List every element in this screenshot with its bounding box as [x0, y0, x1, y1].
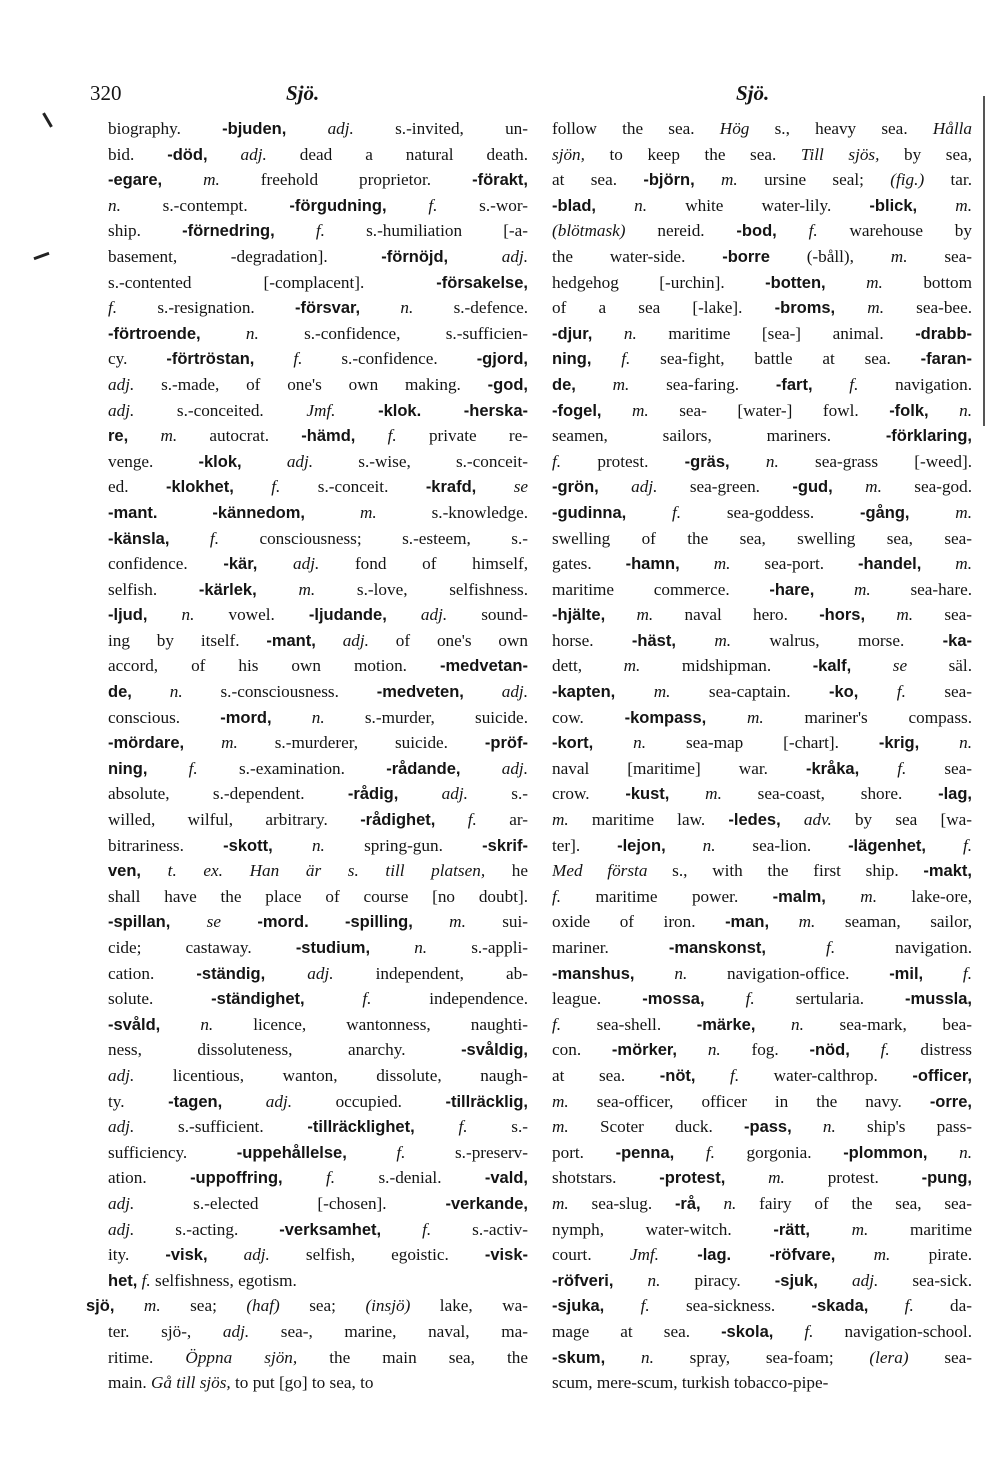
right-column	[552, 116, 972, 1396]
page-edge-rule	[983, 96, 985, 426]
text-line: -svåld, n. licence, wantonness, naughti-	[108, 1014, 528, 1034]
text-line: -grön, adj. sea-green. -gud, m. sea-god.	[552, 477, 972, 497]
text-line: at sea. -björn, m. ursine seal; (fig.) tar.	[552, 170, 972, 190]
text-line: selfish. -kärlek, m. s.-love, selfishness.	[108, 579, 528, 599]
text-line: naval [maritime] war. -kråka, f. sea-	[552, 758, 972, 778]
text-line: con. -mörker, n. fog. -nöd, f. distress	[552, 1040, 972, 1060]
text-line: conscious. -mord, n. s.-murder, suicide.	[108, 707, 528, 727]
text-line: ed. -klokhet, f. s.-conceit. -krafd, se	[108, 477, 528, 497]
text-line: (blötmask) nereid. -bod, f. warehouse by	[552, 221, 972, 241]
text-line: s.-contented [-complacent]. -försakelse,	[108, 272, 528, 292]
text-line: scum, mere-scum, turkish tobacco-pipe-	[552, 1373, 829, 1393]
text-line: adj. s.-made, of one's own making. -god,	[108, 374, 528, 394]
page-number: 320	[90, 81, 122, 105]
text-line: court. Jmf. -lag. -röfvare, m. pirate.	[552, 1245, 972, 1265]
text-line: -sjuka, f. sea-sickness. -skada, f. da-	[552, 1296, 972, 1316]
text-line: cy. -förtröstan, f. s.-confidence. -gjord,	[108, 349, 528, 369]
text-line: shotstars. -protest, m. protest. -pung,	[552, 1168, 972, 1188]
text-line: main. Gå till sjös, to put [go] to sea, to	[108, 1373, 374, 1393]
text-line: of a sea [-lake]. -broms, m. sea-bee.	[552, 298, 972, 318]
text-line: -kort, n. sea-map [-chart]. -krig, n.	[552, 733, 972, 753]
text-line: adj. licentious, wanton, dissolute, naugh-	[108, 1065, 528, 1085]
text-line: -skum, n. spray, sea-foam; (lera) sea-	[552, 1347, 972, 1367]
text-line: willed, wilful, arbitrary. -rådighet, f. ar-	[108, 810, 528, 830]
text-line: swelling of the sea, swelling sea, sea-	[552, 528, 972, 548]
text-line: adj. s.-sufficient. -tillräcklighet, f. s.-	[108, 1117, 528, 1137]
text-line: hedgehog [-urchin]. -botten, m. bottom	[552, 272, 972, 292]
text-line: f. protest. -gräs, n. sea-grass [-weed].	[552, 451, 972, 471]
text-line: nymph, water-witch. -rätt, m. maritime	[552, 1219, 972, 1239]
text-line: -blad, n. white water-lily. -blick, m.	[552, 195, 972, 215]
text-line: venge. -klok, adj. s.-wise, s.-conceit-	[108, 451, 528, 471]
text-line: adj. s.-elected [-chosen]. -verkande,	[108, 1193, 528, 1213]
text-line: ter]. -lejon, n. sea-lion. -lägenhet, f.	[552, 835, 972, 855]
text-line: adj. s.-acting. -verksamhet, f. s.-activ-	[108, 1219, 528, 1239]
text-line: ning, f. sea-fight, battle at sea. -faran-	[552, 349, 972, 369]
text-line: -spillan, se -mord. -spilling, m. sui-	[108, 912, 528, 932]
text-line: horse. -häst, m. walrus, morse. -ka-	[552, 630, 972, 650]
text-line: ation. -uppoffring, f. s.-denial. -vald,	[108, 1168, 528, 1188]
text-line: absolute, s.-dependent. -rådig, adj. s.-	[108, 784, 528, 804]
text-line: solute. -ständighet, f. independence.	[108, 989, 528, 1009]
text-line: accord, of his own motion. -medvetan-	[108, 656, 528, 676]
text-line: confidence. -kär, adj. fond of himself,	[108, 554, 528, 574]
text-line: m. sea-officer, officer in the navy. -orre,	[552, 1091, 972, 1111]
text-line: ven, t. ex. Han är s. till platsen, he	[108, 861, 528, 881]
text-line: mariner. -manskonst, f. navigation.	[552, 938, 972, 957]
text-line: -kapten, m. sea-captain. -ko, f. sea-	[552, 682, 972, 702]
margin-mark	[42, 112, 53, 127]
text-line: ty. -tagen, adj. occupied. -tillräcklig,	[108, 1091, 528, 1111]
text-line: m. maritime law. -ledes, adv. by sea [wa-	[552, 810, 972, 830]
text-line: -manshus, n. navigation-office. -mil, f.	[552, 963, 972, 983]
text-line: ning, f. s.-examination. -rådande, adj.	[108, 758, 528, 778]
text-line: maritime commerce. -hare, m. sea-hare.	[552, 579, 972, 599]
text-line: ship. -förnedring, f. s.-humiliation [-a-	[108, 221, 528, 241]
text-line: ness, dissoluteness, anarchy. -svåldig,	[108, 1040, 528, 1060]
text-line: ter. sjö-, adj. sea-, marine, naval, ma-	[108, 1321, 528, 1341]
text-line: f. s.-resignation. -försvar, n. s.-defence.	[108, 298, 528, 318]
text-line: -fogel, m. sea- [water-] fowl. -folk, n.	[552, 400, 972, 420]
text-line: ritime. Öppna sjön, the main sea, the	[108, 1347, 528, 1367]
text-line: sjö, m. sea; (haf) sea; (insjö) lake, wa-	[86, 1296, 528, 1316]
text-line: biography. -bjuden, adj. s.-invited, un-	[108, 119, 528, 138]
text-line: het, f. selfishness, egotism.	[108, 1270, 297, 1290]
text-line: -mördare, m. s.-murderer, suicide. -pröf-	[108, 733, 528, 753]
text-line: follow the sea. Hög s., heavy sea. Hålla	[552, 119, 972, 138]
text-line: -mant. -kännedom, m. s.-knowledge.	[108, 502, 528, 522]
text-line: mage at sea. -skola, f. navigation-school.	[552, 1321, 972, 1341]
text-line: sufficiency. -uppehållelse, f. s.-preserv-	[108, 1142, 528, 1162]
text-line: Med första s., with the first ship. -makt,	[552, 861, 972, 881]
text-line: seamen, sailors, mariners. -förklaring,	[552, 426, 972, 446]
text-line: cide; castaway. -studium, n. s.-appli-	[108, 938, 528, 957]
text-line: f. maritime power. -malm, m. lake-ore,	[552, 886, 972, 906]
running-head-right: Sjö.	[736, 81, 770, 105]
text-line: de, n. s.-consciousness. -medveten, adj.	[108, 682, 528, 702]
text-line: -röfveri, n. piracy. -sjuk, adj. sea-sick.	[552, 1270, 972, 1290]
text-line: -egare, m. freehold proprietor. -förakt,	[108, 170, 528, 190]
text-line: -djur, n. maritime [sea-] animal. -drabb-	[552, 323, 972, 343]
text-line: ity. -visk, adj. selfish, egoistic. -visk-	[108, 1245, 528, 1265]
text-line: shall have the place of course [no doubt].	[108, 886, 528, 906]
running-head-left: Sjö.	[286, 81, 320, 105]
text-line: the water-side. -borre (-båll), m. sea-	[552, 246, 972, 266]
text-line: cow. -kompass, m. mariner's compass.	[552, 707, 972, 727]
text-line: -ljud, n. vowel. -ljudande, adj. sound-	[108, 605, 528, 625]
text-line: gates. -hamn, m. sea-port. -handel, m.	[552, 554, 972, 574]
text-line: bitrariness. -skott, n. spring-gun. -skrif-	[108, 835, 528, 855]
text-line: -gudinna, f. sea-goddess. -gång, m.	[552, 502, 972, 522]
text-line: n. s.-contempt. -förgudning, f. s.-wor-	[108, 195, 528, 215]
text-line: re, m. autocrat. -hämd, f. private re-	[108, 426, 528, 446]
text-line: sjön, to keep the sea. Till sjös, by sea,	[552, 144, 972, 164]
text-line: -förtroende, n. s.-confidence, s.-sufficien-	[108, 323, 528, 343]
text-line: f. sea-shell. -märke, n. sea-mark, bea-	[552, 1014, 972, 1034]
text-line: crow. -kust, m. sea-coast, shore. -lag,	[552, 784, 972, 804]
text-line: dett, m. midshipman. -kalf, se säl.	[552, 656, 972, 676]
left-column	[86, 116, 528, 1396]
text-line: oxide of iron. -man, m. seaman, sailor,	[552, 912, 972, 932]
text-line: ing by itself. -mant, adj. of one's own	[108, 630, 528, 650]
text-line: adj. s.-conceited. Jmf. -klok. -herska-	[108, 400, 528, 420]
text-line: league. -mossa, f. sertularia. -mussla,	[552, 989, 972, 1009]
text-line: basement, -degradation]. -förnöjd, adj.	[108, 246, 528, 266]
page-header	[0, 78, 992, 110]
margin-mark	[33, 252, 49, 260]
text-line: -känsla, f. consciousness; s.-esteem, s.-	[108, 528, 528, 548]
text-line: -hjälte, m. naval hero. -hors, m. sea-	[552, 605, 972, 625]
text-line: bid. -död, adj. dead a natural death.	[108, 144, 528, 164]
text-line: at sea. -nöt, f. water-calthrop. -officer,	[552, 1065, 972, 1085]
text-line: port. -penna, f. gorgonia. -plommon, n.	[552, 1142, 972, 1162]
text-line: cation. -ständig, adj. independent, ab-	[108, 963, 528, 983]
text-line: de, m. sea-faring. -fart, f. navigation.	[552, 374, 972, 394]
text-line: m. Scoter duck. -pass, n. ship's pass-	[552, 1117, 972, 1137]
text-line: m. sea-slug. -rå, n. fairy of the sea, sea-	[552, 1193, 972, 1213]
